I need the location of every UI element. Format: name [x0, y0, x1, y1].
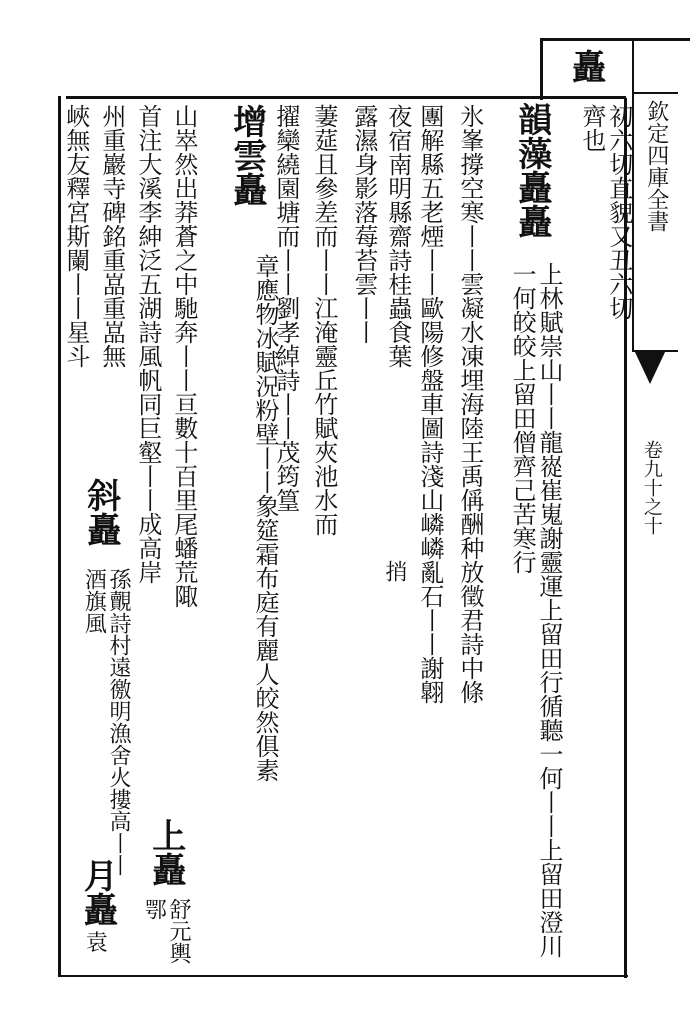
column-text: 露濕身影落莓苔雲丨丨 [349, 104, 378, 344]
column-text: 捎 [382, 560, 407, 582]
column-text: 團解縣五老煙丨丨歐陽修盤車圖詩淺山嶙嶙亂石丨丨謝翺 [415, 104, 444, 704]
text-column [456, 104, 483, 964]
column-text: 首注大溪李紳泛五湖詩風帆同巨壑丨丨成高岸 [133, 104, 162, 584]
column-text: 萋莚且參差而丨丨江淹靈丘竹賦夾池水而 [309, 104, 338, 536]
text-column [214, 104, 278, 954]
column-head: 增雲矗 [226, 104, 267, 206]
text-column [572, 50, 606, 87]
column-text: 擢欒繞園塘而丨丨劉孝綽詩丨丨茂筠篁 [271, 104, 300, 512]
column-text: 上林賦崇山丨丨龍嵸崔嵬謝靈運上留田行循聽一何丨丨上留田澄川一何皎皎上留田僧齊己苦寒行 [508, 262, 563, 958]
column-head: 月矗 [77, 858, 118, 926]
text-column [134, 104, 161, 764]
column-head: 上矗 [145, 818, 186, 886]
text-column [62, 104, 89, 474]
fishtail-mark-icon [634, 350, 666, 384]
juan-label [640, 440, 662, 535]
text-column [416, 104, 443, 964]
column-text: 夜宿南明縣齋詩桂蟲食葉 [383, 104, 412, 368]
text-column [170, 104, 197, 824]
collection-title-text: 欽定四庫全書 [643, 100, 669, 232]
text-column [140, 818, 190, 968]
top-border-outer [540, 38, 690, 41]
text-column [350, 104, 377, 434]
column-text: 初六切直貌又丑六切齊也 [577, 104, 633, 320]
text-column [578, 104, 632, 334]
column-text [66, 932, 67, 962]
column-text: 章應物冰賦況粉壁丨丨象筵霜布庭有麗人皎然俱素 [251, 254, 279, 782]
text-column [352, 480, 406, 950]
collection-title [632, 92, 678, 352]
column-text: 山崒然出莽蒼之中馳奔丨丨亘數十百里尾蟠荒陬 [169, 104, 198, 608]
text-column [310, 104, 337, 724]
bottom-border [58, 975, 628, 977]
text-column [500, 102, 562, 962]
text-column [77, 858, 118, 957]
column-text: 舒元輿鄂 [141, 898, 191, 964]
text-column [70, 478, 130, 888]
column-head: 矗 [572, 48, 606, 88]
text-column [98, 104, 125, 474]
text-column [66, 932, 67, 962]
column-text: 氷峯撐空寒丨丨雲凝水凍埋海陸王禹偁酬种放徵君詩中條 [455, 104, 484, 704]
column-text: 峽無友釋宮斯闌丨丨星斗 [61, 104, 90, 368]
column-text: 孫覿詩村遠徼明漁舍火摟高丨丨酒旗風 [81, 568, 131, 876]
column-head: 斜矗 [80, 478, 121, 546]
column-text: 袁 [85, 931, 108, 956]
juan-label-text: 卷九十之十 [640, 440, 663, 535]
text-column [384, 104, 411, 464]
column-head: 韻藻矗矗 [511, 102, 552, 238]
left-border [58, 96, 61, 976]
title-tab-left [540, 38, 543, 100]
column-text: 州重巖寺碑銘重嵓重嵓無 [97, 104, 126, 368]
right-outer-border [632, 38, 634, 98]
